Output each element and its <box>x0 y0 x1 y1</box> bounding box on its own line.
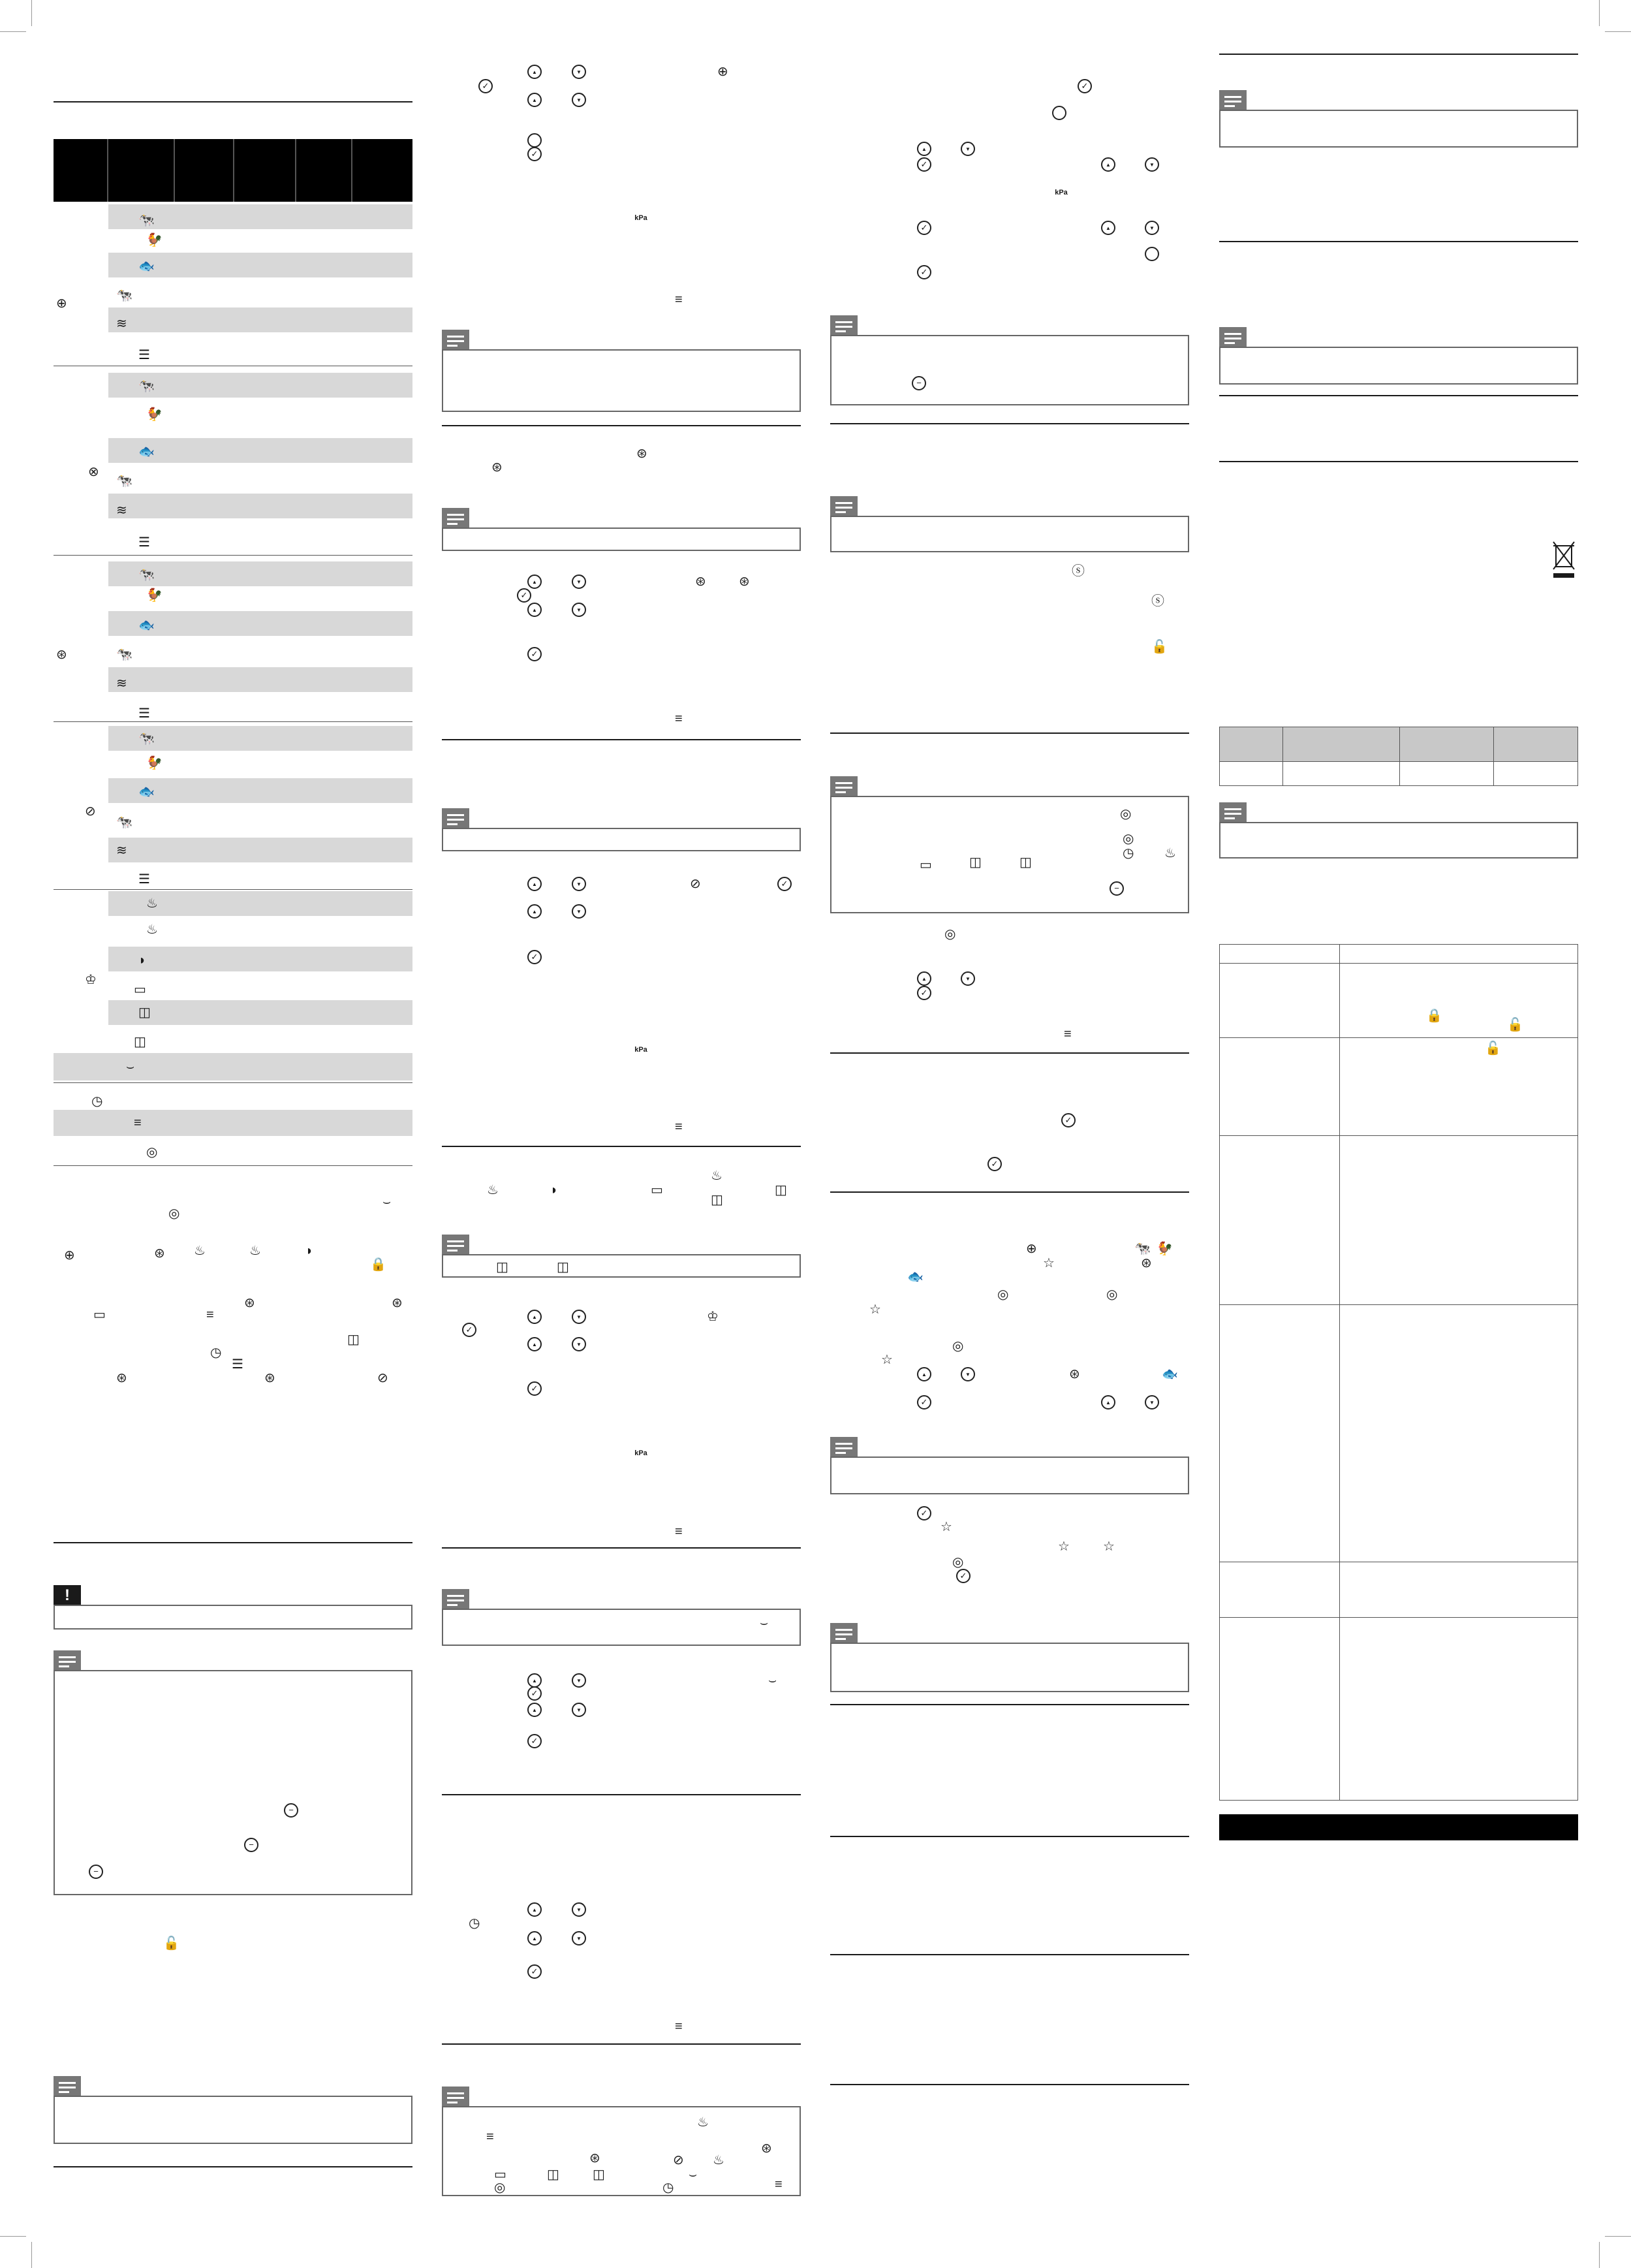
section-rule <box>442 739 801 740</box>
keep-warm-icon: ≡ <box>675 1524 683 1539</box>
section-rule <box>442 425 801 426</box>
keep-warm-icon: ≡ <box>675 292 683 307</box>
favorite-icon: ☆ <box>1103 1539 1115 1554</box>
mixed-icon: ≋ <box>116 503 127 518</box>
fish-icon: 🐟 <box>907 1270 924 1284</box>
pressure-cook-icon: ⊕ <box>64 1248 75 1263</box>
check-circle-icon <box>527 1686 542 1701</box>
table-divider <box>1339 945 1340 1800</box>
settings-icon: ☰ <box>138 872 150 887</box>
steam-icon: ⊛ <box>116 1371 127 1385</box>
check-circle-icon <box>917 221 931 235</box>
keep-warm-icon: ≡ <box>775 2177 783 2192</box>
group-rule <box>54 1082 412 1083</box>
jar-icon: ◫ <box>1019 855 1032 870</box>
table-cell <box>1283 762 1400 786</box>
slow-cook-icon: ⊗ <box>88 465 99 479</box>
steam-icon: ⊛ <box>264 1371 275 1385</box>
fish-icon: 🐟 <box>138 785 155 799</box>
group-rule <box>54 721 412 722</box>
kpa-label: kPa <box>634 1449 647 1457</box>
poultry-icon: 🐓 <box>146 233 163 247</box>
check-circle-icon <box>917 157 931 172</box>
timer-icon: ◷ <box>1123 846 1134 860</box>
unlock-icon: 🔓 <box>1507 1018 1523 1032</box>
meat-icon: 🐄 <box>116 815 132 830</box>
up-arrow-icon <box>527 1673 542 1688</box>
table-band <box>108 947 412 971</box>
check-circle-icon <box>527 1381 542 1396</box>
section-rule <box>442 1146 801 1147</box>
porridge-icon: ♨ <box>711 1169 722 1183</box>
section-rule <box>442 1794 801 1795</box>
note-box <box>442 828 801 851</box>
table-header-cell <box>1400 727 1494 762</box>
table-band <box>108 307 412 332</box>
up-arrow-icon <box>527 575 542 589</box>
table-band <box>54 1053 412 1080</box>
soup-icon: ♨ <box>713 2153 724 2167</box>
settings-icon: ☰ <box>232 1357 243 1372</box>
reheat-icon: ◎ <box>146 1145 158 1159</box>
note-icon <box>442 330 469 351</box>
bean-icon: ◗ <box>138 953 147 968</box>
note-icon <box>1219 327 1247 348</box>
steam-icon: ⊛ <box>1069 1367 1080 1381</box>
section-rule <box>54 101 412 102</box>
jar-icon: ◫ <box>557 1260 569 1274</box>
down-arrow-icon <box>572 1337 586 1351</box>
section-rule <box>442 2043 801 2045</box>
section-rule <box>830 732 1189 734</box>
note-box <box>54 1670 412 1895</box>
soup-icon: ♨ <box>1164 846 1176 860</box>
footer-bar <box>1219 1814 1578 1840</box>
slow-cook-icon: ⌣ <box>126 1060 135 1074</box>
table-band <box>108 494 412 518</box>
cake-icon: ▭ <box>93 1308 106 1322</box>
section-rule <box>1219 461 1578 462</box>
group-rule <box>54 889 412 890</box>
table-band <box>108 667 412 692</box>
settings-icon: ☰ <box>138 706 150 721</box>
keep-warm-icon: ≡ <box>675 712 683 726</box>
crop-mark <box>1605 2236 1631 2237</box>
note-icon <box>1219 90 1247 111</box>
up-arrow-icon <box>1101 1395 1115 1410</box>
lock-icon: 🔒 <box>370 1257 386 1272</box>
group-rule <box>54 555 412 556</box>
poultry-icon: 🐓 <box>1157 1242 1173 1256</box>
steam-icon: ⊛ <box>739 575 750 589</box>
up-arrow-icon <box>527 877 542 891</box>
reheat-icon: ◎ <box>997 1287 1009 1302</box>
poultry-icon: 🐓 <box>146 407 163 422</box>
down-arrow-icon <box>1145 221 1159 235</box>
porridge-icon: ♨ <box>146 922 158 937</box>
lock-icon: 🔒 <box>1426 1009 1442 1023</box>
table-row <box>1220 727 1578 762</box>
table-header-cell <box>1220 727 1283 762</box>
steam-icon: ⊛ <box>636 447 647 461</box>
jar-icon: ◫ <box>775 1183 787 1197</box>
check-circle-icon <box>987 1157 1002 1171</box>
cake-icon: ▭ <box>494 2167 506 2182</box>
spec-table <box>1219 727 1578 786</box>
slow-cook-icon: ⌣ <box>760 1616 769 1630</box>
up-arrow-icon <box>917 971 931 986</box>
cake-icon: ▭ <box>651 1183 663 1197</box>
keep-warm-icon: ≡ <box>675 1120 683 1134</box>
note-icon <box>442 1589 469 1610</box>
mixed-icon: ≋ <box>116 317 127 331</box>
down-arrow-icon <box>572 1703 586 1717</box>
reheat-icon: ◎ <box>952 1555 964 1569</box>
table-header-cell <box>1283 727 1400 762</box>
keep-warm-icon: ≡ <box>206 1308 214 1322</box>
soup-icon: ♨ <box>697 2115 709 2130</box>
table-band <box>54 1110 412 1136</box>
down-arrow-icon <box>572 575 586 589</box>
saute-icon: ⊘ <box>673 2153 684 2167</box>
favorite-icon: ☆ <box>940 1520 952 1534</box>
section-rule <box>1219 395 1578 396</box>
minus-circle-icon <box>89 1865 103 1879</box>
table-header-divider <box>295 139 296 202</box>
check-circle-icon <box>527 1964 542 1979</box>
up-arrow-icon <box>527 65 542 79</box>
section-rule <box>830 1191 1189 1193</box>
group-rule <box>54 1165 412 1166</box>
down-arrow-icon <box>572 603 586 617</box>
table-row-rule <box>1220 1304 1577 1305</box>
down-arrow-icon <box>572 1902 586 1917</box>
table-header-divider <box>233 139 234 202</box>
reheat-icon: ◎ <box>1106 1287 1118 1302</box>
section-rule <box>442 1547 801 1549</box>
table-header-cell <box>1494 727 1578 762</box>
steam-icon: ⊛ <box>589 2151 600 2166</box>
check-circle-icon <box>917 1506 931 1520</box>
check-circle-icon <box>517 588 531 603</box>
crop-mark <box>1599 2242 1600 2268</box>
down-arrow-icon <box>961 1367 975 1381</box>
reheat-icon: ◎ <box>494 2181 506 2195</box>
check-circle-icon <box>462 1323 476 1337</box>
section-rule <box>1219 241 1578 242</box>
favorite-icon: ☆ <box>869 1302 881 1317</box>
note-icon <box>830 1437 858 1458</box>
table-row-rule <box>1220 963 1577 964</box>
up-arrow-icon <box>527 1931 542 1945</box>
keep-warm-icon: ≡ <box>134 1116 142 1130</box>
section-rule <box>830 423 1189 424</box>
up-arrow-icon <box>1101 221 1115 235</box>
table-row <box>1220 762 1578 786</box>
steam-icon: ⊛ <box>56 648 67 662</box>
menu-circle-icon <box>527 133 542 148</box>
reheat-icon: ◎ <box>1123 832 1134 846</box>
minus-circle-icon <box>284 1803 298 1818</box>
up-arrow-icon <box>917 142 931 156</box>
note-box <box>442 349 801 412</box>
note-icon <box>442 2087 469 2107</box>
pot-icon: ◫ <box>138 1005 151 1020</box>
note-box <box>830 1457 1189 1494</box>
kpa-label: kPa <box>634 1046 647 1054</box>
minus-circle-icon <box>912 376 926 390</box>
unlock-icon: 🔓 <box>1151 640 1168 654</box>
reheat-icon: ◎ <box>952 1339 964 1353</box>
down-arrow-icon <box>961 142 975 156</box>
note-box <box>830 1643 1189 1692</box>
cake-icon: ▭ <box>134 983 146 997</box>
crop-mark <box>0 2236 26 2237</box>
section-rule <box>1219 54 1578 55</box>
up-arrow-icon <box>527 1310 542 1324</box>
crossed-bin-icon <box>1551 539 1577 581</box>
note-box <box>1219 110 1578 148</box>
table-cell <box>1400 762 1494 786</box>
table-row-rule <box>1220 1135 1577 1136</box>
chef-icon: ♔ <box>85 973 97 987</box>
check-circle-icon <box>956 1569 971 1583</box>
saute-icon: ⊘ <box>85 804 96 819</box>
note-icon <box>442 508 469 529</box>
table-row-rule <box>1220 1617 1577 1618</box>
up-arrow-icon <box>527 1337 542 1351</box>
check-circle-icon <box>777 877 792 891</box>
up-arrow-icon <box>527 1703 542 1717</box>
porridge-icon: ♨ <box>249 1244 261 1258</box>
pressure-cook-icon: ⊕ <box>56 296 67 311</box>
kpa-label: kPa <box>634 214 647 222</box>
section-rule <box>54 1542 412 1543</box>
mixed-icon: ≋ <box>116 676 127 691</box>
meat-icon: 🐄 <box>138 379 155 394</box>
note-box <box>442 528 801 551</box>
saute-icon: ⊘ <box>690 877 701 891</box>
timer-icon: ◷ <box>91 1094 103 1109</box>
troubleshooting-table <box>1219 944 1578 1801</box>
minus-circle-icon <box>1110 881 1124 896</box>
steam-icon: ⊛ <box>695 575 706 589</box>
cake-icon: ▭ <box>920 858 932 872</box>
reheat-icon: ◎ <box>944 927 956 941</box>
poultry-icon: 🐓 <box>146 588 163 603</box>
table-header-divider <box>174 139 175 202</box>
table-header-divider <box>107 139 108 202</box>
check-circle-icon <box>527 647 542 661</box>
steam-icon: ⊛ <box>244 1296 255 1310</box>
soup-icon: ♨ <box>194 1244 206 1258</box>
table-header-divider <box>351 139 352 202</box>
note-box <box>1219 822 1578 858</box>
timer-icon: ◷ <box>662 2181 674 2195</box>
down-arrow-icon <box>1145 157 1159 172</box>
meat-icon: 🐄 <box>138 213 155 228</box>
chef-icon: ♔ <box>707 1310 719 1324</box>
fish-icon: 🐟 <box>138 618 155 633</box>
table-band <box>108 1000 412 1025</box>
note-icon <box>830 1623 858 1644</box>
bean-icon: ◗ <box>305 1244 314 1258</box>
section-rule <box>830 1954 1189 1955</box>
note-box <box>830 516 1189 552</box>
check-circle-icon <box>527 147 542 161</box>
warning-box <box>54 1605 412 1630</box>
section-rule <box>830 1052 1189 1054</box>
crop-mark <box>1599 0 1600 26</box>
down-arrow-icon <box>572 1310 586 1324</box>
timer-icon: ◷ <box>469 1916 480 1930</box>
favorite-icon: ☆ <box>1043 1256 1055 1270</box>
keep-warm-icon: ◎ <box>1120 807 1132 821</box>
note-box <box>830 335 1189 405</box>
note-box <box>54 2096 412 2144</box>
check-circle-icon <box>1078 79 1092 93</box>
mixed-icon: ≋ <box>116 843 127 858</box>
favorite-icon: ☆ <box>1058 1539 1070 1554</box>
up-arrow-icon <box>917 1367 931 1381</box>
menu-circle-icon <box>1145 247 1159 261</box>
pressure-cook-icon: ⊕ <box>1026 1242 1037 1256</box>
check-circle-icon <box>917 265 931 279</box>
meat-icon: 🐄 <box>116 289 132 303</box>
section-rule <box>830 1836 1189 1837</box>
check-circle-icon <box>527 1734 542 1748</box>
down-arrow-icon <box>572 65 586 79</box>
steam-icon: ⊛ <box>154 1246 165 1261</box>
pressure-cook-icon: ⊕ <box>717 65 728 79</box>
up-arrow-icon <box>527 93 542 107</box>
jar-icon: ◫ <box>134 1035 146 1049</box>
note-box <box>830 796 1189 913</box>
meat-icon: 🐄 <box>138 732 155 746</box>
crop-mark <box>0 31 26 32</box>
fish-icon: 🐟 <box>138 445 155 459</box>
note-icon <box>442 1235 469 1255</box>
note-box <box>1219 347 1578 385</box>
steam-icon: ⊛ <box>761 2141 772 2156</box>
down-arrow-icon <box>572 877 586 891</box>
meat-icon: 🐄 <box>116 474 132 488</box>
soup-icon: ♨ <box>146 896 158 911</box>
crop-mark <box>31 0 32 26</box>
up-arrow-icon <box>527 1902 542 1917</box>
note-icon <box>442 808 469 829</box>
check-circle-icon <box>527 950 542 964</box>
table-cell <box>1494 762 1578 786</box>
note-icon <box>830 496 858 517</box>
crop-mark <box>31 2242 32 2268</box>
slow-cook-icon: ⌣ <box>689 2167 698 2182</box>
check-circle-icon <box>478 79 493 93</box>
meat-icon: 🐄 <box>116 648 132 662</box>
section-rule <box>830 2084 1189 2085</box>
down-arrow-icon <box>572 1673 586 1688</box>
note-icon <box>830 776 858 797</box>
down-arrow-icon <box>572 93 586 107</box>
reheat-icon: ◎ <box>168 1206 180 1221</box>
note-box <box>442 1609 801 1646</box>
section-rule <box>830 1704 1189 1705</box>
bean-icon: ◗ <box>550 1183 559 1197</box>
steam-icon: ⊛ <box>392 1296 403 1310</box>
pot-icon: ◫ <box>496 1260 508 1274</box>
down-arrow-icon <box>961 971 975 986</box>
soup-icon: ♨ <box>487 1183 499 1197</box>
note-icon <box>54 2076 81 2097</box>
meat-icon: 🐄 <box>138 568 155 582</box>
unlock-icon: 🔓 <box>163 1936 179 1951</box>
kpa-label: kPa <box>1055 189 1068 197</box>
poultry-icon: 🐓 <box>146 756 163 770</box>
check-circle-icon <box>1061 1113 1076 1127</box>
pot-icon: ◫ <box>711 1193 723 1207</box>
check-circle-icon <box>917 1395 931 1410</box>
note-icon <box>1219 802 1247 823</box>
keep-warm-icon: ≡ <box>486 2130 494 2144</box>
steam-release-icon: ⓢ <box>1072 564 1085 578</box>
pot-icon: ◫ <box>969 855 982 870</box>
table-cell <box>1220 762 1283 786</box>
section-rule <box>54 2166 412 2167</box>
check-circle-icon <box>917 986 931 1000</box>
down-arrow-icon <box>572 1931 586 1945</box>
settings-icon: ☰ <box>138 348 150 362</box>
pot-icon: ◫ <box>347 1332 360 1347</box>
up-arrow-icon <box>1101 157 1115 172</box>
down-arrow-icon <box>572 904 586 919</box>
slow-cook-icon: ⌣ <box>768 1673 777 1688</box>
fish-icon: 🐟 <box>138 259 155 274</box>
favorite-icon: ☆ <box>881 1353 893 1367</box>
slow-cook-icon: ⌣ <box>382 1195 392 1209</box>
table-row-rule <box>1220 1037 1577 1038</box>
up-arrow-icon <box>527 904 542 919</box>
pot-icon: ◫ <box>547 2167 559 2182</box>
warning-icon: ! <box>54 1585 81 1606</box>
timer-icon: ◷ <box>210 1346 222 1360</box>
steam-icon: ⊛ <box>491 460 503 475</box>
steam-release-icon: ⓢ <box>1151 594 1164 608</box>
note-icon <box>830 315 858 336</box>
timer-circle-icon <box>1052 106 1066 120</box>
saute-icon: ⊘ <box>377 1371 388 1385</box>
fish-icon: 🐟 <box>1162 1367 1178 1381</box>
jar-icon: ◫ <box>593 2167 605 2182</box>
unlock-icon: 🔓 <box>1485 1041 1501 1056</box>
settings-icon: ☰ <box>138 535 150 550</box>
minus-circle-icon <box>244 1838 258 1852</box>
down-arrow-icon <box>1145 1395 1159 1410</box>
meat-icon: 🐄 <box>1134 1242 1151 1256</box>
crop-mark <box>1605 31 1631 32</box>
note-icon <box>54 1650 81 1671</box>
steam-icon: ⊛ <box>1141 1256 1152 1270</box>
keep-warm-icon: ≡ <box>675 2019 683 2034</box>
table-band <box>108 838 412 862</box>
up-arrow-icon <box>527 603 542 617</box>
keep-warm-icon: ≡ <box>1064 1027 1072 1041</box>
